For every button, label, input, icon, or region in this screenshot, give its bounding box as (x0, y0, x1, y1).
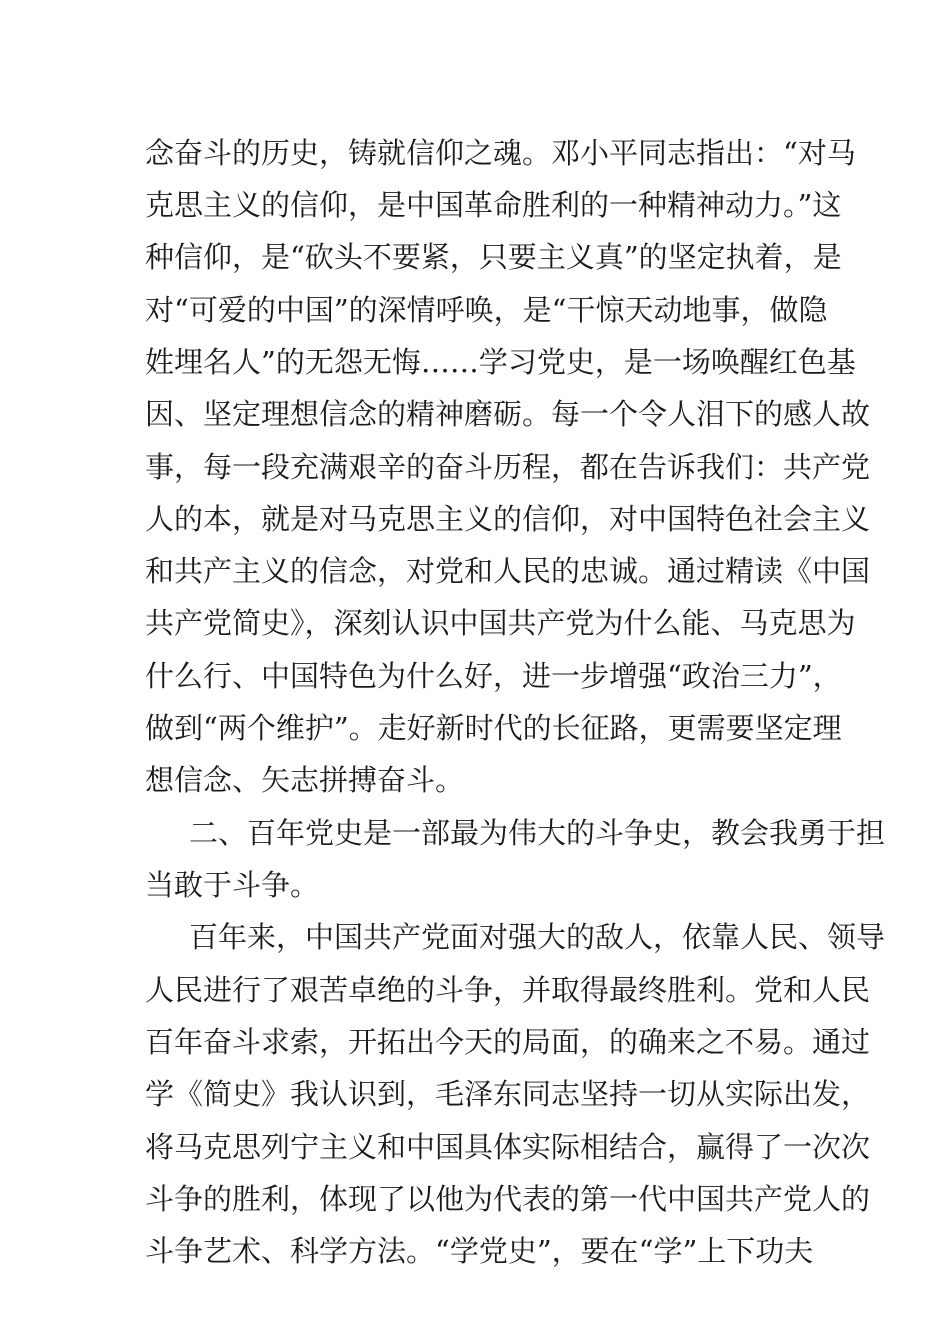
text-line: 什么行、中国特色为什么好，进一步增强“政治三力”， (145, 659, 842, 693)
text-line: 事，每一段充满艰辛的奋斗历程，都在告诉我们：共产党 (145, 450, 871, 484)
text-line: 斗争艺术、科学方法。“学党史”，要在“学”上下功夫 (145, 1234, 814, 1268)
section-heading-line: 当敢于斗争。 (145, 868, 320, 902)
text-line: 想信念、矢志拼搏奋斗。 (145, 763, 465, 797)
text-line: 百年奋斗求索，开拓出今天的局面，的确来之不易。通过 (145, 1025, 871, 1059)
text-line: 姓埋名人”的无怨无悔……学习党史，是一场唤醒红色基 (145, 345, 856, 379)
text-line: 人民进行了艰苦卓绝的斗争，并取得最终胜利。党和人民 (145, 973, 871, 1007)
text-line: 人的本，就是对马克思主义的信仰，对中国特色社会主义 (145, 502, 871, 536)
text-line: 斗争的胜利，体现了以他为代表的第一代中国共产党人的 (145, 1182, 871, 1216)
text-line: 将马克思列宁主义和中国具体实际相结合，赢得了一次次 (145, 1130, 871, 1164)
text-line: 对“可爱的中国”的深情呼唤，是“干惊天动地事，做隐 (145, 293, 828, 327)
section-heading-line: 二、百年党史是一部最为伟大的斗争史，教会我勇于担 (189, 816, 886, 850)
text-line: 百年来，中国共产党面对强大的敌人，依靠人民、领导 (189, 920, 886, 954)
text-line: 克思主义的信仰，是中国革命胜利的一种精神动力。”这 (145, 188, 842, 222)
text-line: 学《简史》我认识到，毛泽东同志坚持一切从实际出发， (145, 1077, 871, 1111)
text-line: 种信仰，是“砍头不要紧，只要主义真”的坚定执着，是 (145, 240, 842, 274)
text-line: 共产党简史》，深刻认识中国共产党为什么能、马克思为 (145, 606, 856, 640)
text-line: 做到“两个维护”。走好新时代的长征路，更需要坚定理 (145, 711, 842, 745)
text-line: 和共产主义的信念，对党和人民的忠诚。通过精读《中国 (145, 554, 871, 588)
text-line: 念奋斗的历史，铸就信仰之魂。邓小平同志指出：“对马 (145, 136, 856, 170)
text-line: 因、坚定理想信念的精神磨砺。每一个令人泪下的感人故 (145, 397, 871, 431)
